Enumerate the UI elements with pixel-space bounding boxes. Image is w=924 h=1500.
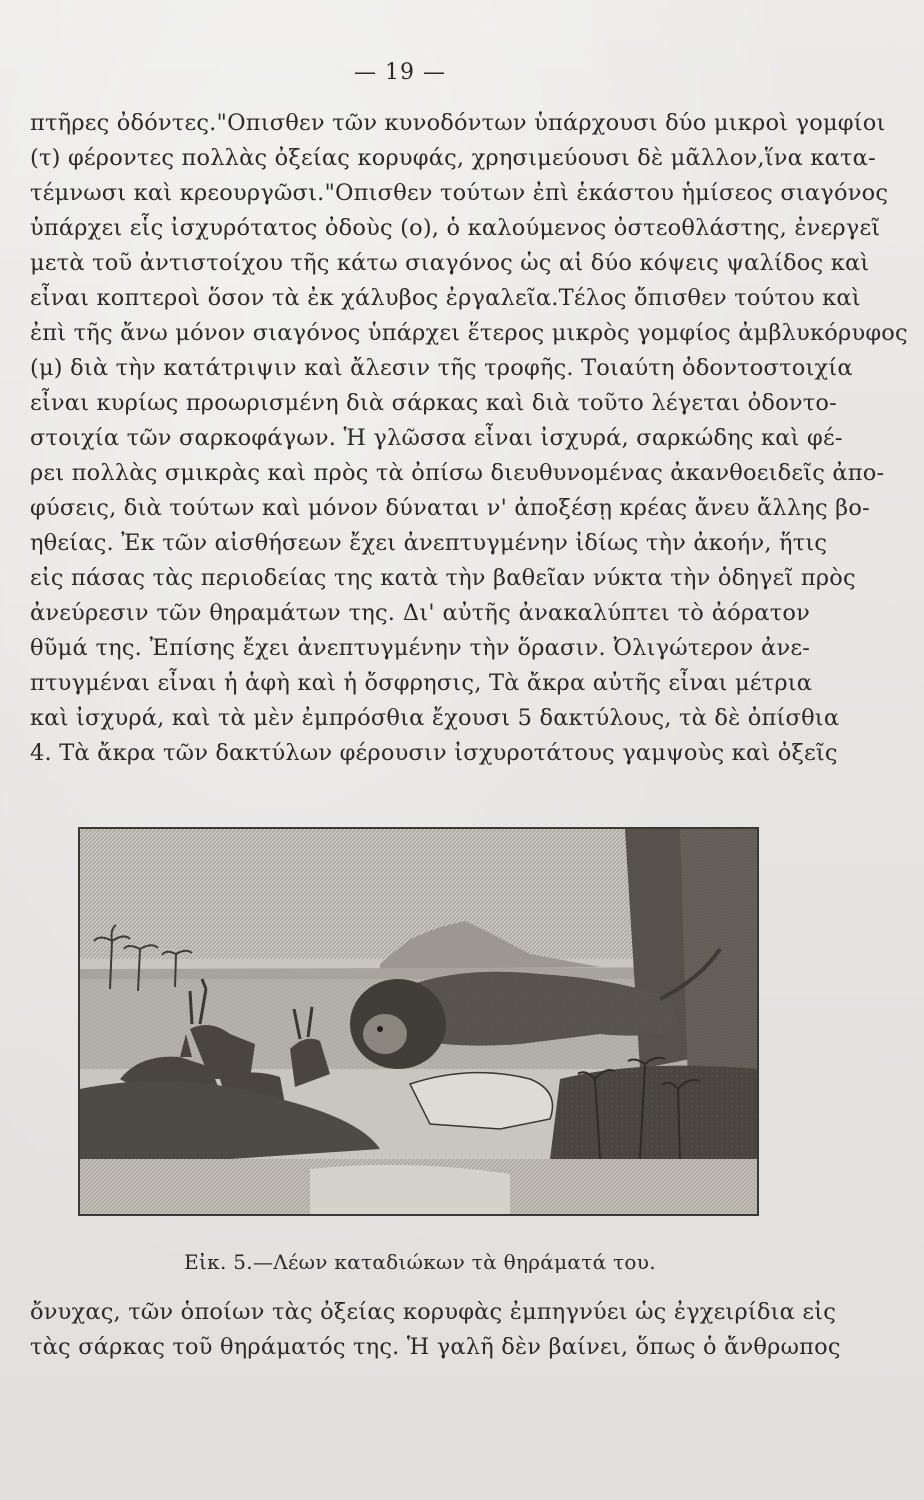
body-line: ηθείας. Ἐκ τῶν αἰσθήσεων ἔχει ἀνεπτυγμένην ἰδίως τὴν ἀκοήν, ἥτις	[30, 530, 828, 556]
body-line: ὑπάρχει εἷς ἰσχυρότατος ὀδοὺς (ο), ὁ καλούμενος ὀστεοθλάστης, ἐνεργεῖ	[30, 215, 881, 241]
body-line: τὰς σάρκας τοῦ θηράματός της. Ἡ γαλῆ δὲν βαίνει, ὅπως ὁ ἄνθρωπος	[30, 1334, 841, 1360]
body-line: μετὰ τοῦ ἀντιστοίχου τῆς κάτω σιαγόνος ὡς αἱ δύο κόψεις ψαλίδος καὶ	[30, 250, 870, 276]
body-line: (τ) φέροντες πολλὰς ὀξείας κορυφάς, χρησιμεύουσι δὲ μᾶλλον,ἵνα κατα-	[30, 145, 876, 171]
lion-hunting-engraving	[80, 829, 757, 1214]
body-line: φύσεις, διὰ τούτων καὶ μόνον δύναται ν' ἀποξέσῃ κρέας ἄνευ ἄλλης βο-	[30, 495, 870, 521]
body-line: ἀνεύρεσιν τῶν θηραμάτων της. Δι' αὐτῆς ἀνακαλύπτει τὸ ἀόρατον	[30, 600, 810, 626]
body-line: 4. Τὰ ἄκρα τῶν δακτύλων φέρουσιν ἰσχυροτάτους γαμψοὺς καὶ ὀξεῖς	[30, 740, 838, 766]
body-line: (μ) διὰ τὴν κατάτριψιν καὶ ἄλεσιν τῆς τροφῆς. Τοιαύτη ὀδοντοστοιχία	[30, 355, 853, 381]
body-line: ρει πολλὰς σμικρὰς καὶ πρὸς τὰ ὀπίσω διευθυνομένας ἀκανθοειδεῖς ἀπο-	[30, 460, 885, 486]
body-line: εἶναι κυρίως προωρισμένη διὰ σάρκας καὶ διὰ τοῦτο λέγεται ὀδοντο-	[30, 390, 837, 416]
body-line: θῦμά της. Ἐπίσης ἔχει ἀνεπτυγμένην τὴν ὅρασιν. Ὀλιγώτερον ἀνε-	[30, 635, 810, 661]
figure-engraving	[78, 827, 759, 1216]
body-line: τέμνωσι καὶ κρεουργῶσι."Οπισθεν τούτων ἐπὶ ἑκάστου ἡμίσεος σιαγόνος	[30, 180, 889, 206]
page-number: — 19 —	[354, 60, 446, 85]
body-line: εἰς πάσας τὰς περιοδείας της κατὰ τὴν βαθεῖαν νύκτα τὴν ὁδηγεῖ πρὸς	[30, 565, 856, 591]
body-line: πτυγμέναι εἶναι ἡ ἁφὴ καὶ ἡ ὄσφρησις, Τὰ ἄκρα αὐτῆς εἶναι μέτρια	[30, 670, 813, 696]
body-line: ἐπὶ τῆς ἄνω μόνον σιαγόνος ὑπάρχει ἕτερος μικρὸς γομφίος ἀμβλυκόρυφος	[30, 320, 908, 346]
body-line: πτῆρες ὀδόντες."Οπισθεν τῶν κυνοδόντων ὑπάρχουσι δύο μικροὶ γομφίοι	[30, 110, 886, 136]
body-line: στοιχία τῶν σαρκοφάγων. Ἡ γλῶσσα εἶναι ἰσχυρά, σαρκώδης καὶ φέ-	[30, 425, 843, 451]
body-line: εἶναι κοπτεροὶ ὅσον τὰ ἐκ χάλυβος ἐργαλεῖα.Τέλος ὄπισθεν τούτου καὶ	[30, 285, 861, 311]
figure-caption: Εἰκ. 5.—Λέων καταδιώκων τὰ θηράματά του.	[184, 1250, 656, 1274]
body-line: ὄνυχας, τῶν ὁποίων τὰς ὀξείας κορυφὰς ἐμπηγνύει ὡς ἐγχειρίδια εἰς	[30, 1299, 837, 1325]
body-line: καὶ ἰσχυρά, καὶ τὰ μὲν ἐμπρόσθια ἔχουσι 5 δακτύλους, τὰ δὲ ὀπίσθια	[30, 705, 840, 731]
